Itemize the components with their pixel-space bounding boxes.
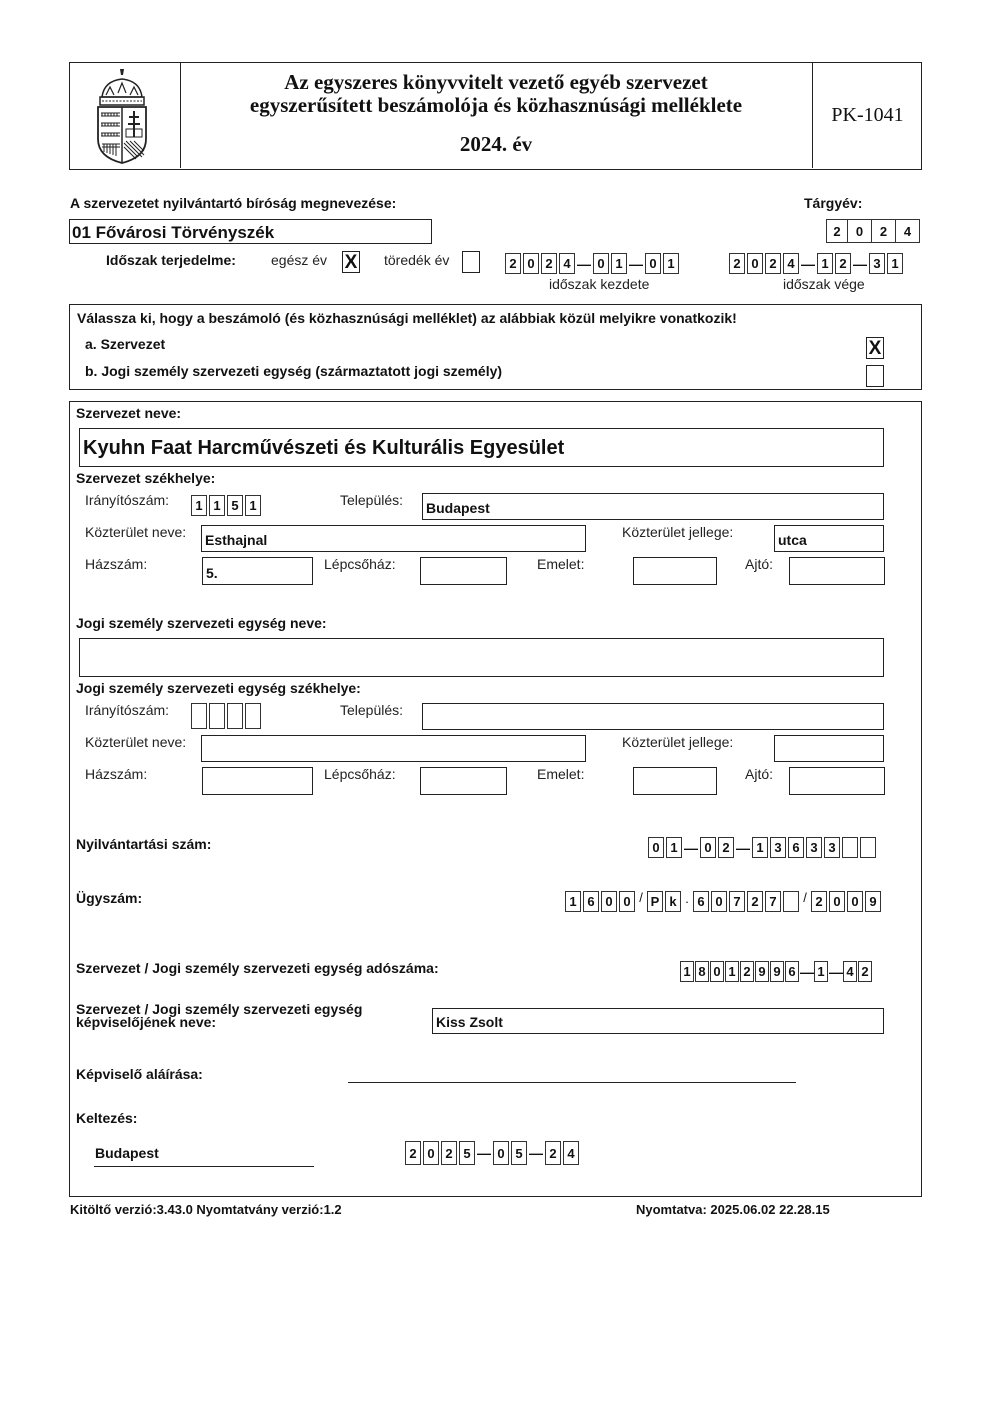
org-street-label: Közterület neve: (85, 524, 187, 540)
slash-separator: / (639, 890, 643, 905)
court-label: A szervezetet nyilvántartó bíróság megnevezése: (70, 195, 397, 211)
court-value: 01 Fővárosi Törvényszék (72, 223, 275, 242)
targyev-cells[interactable] (826, 219, 920, 243)
case-number-cells[interactable] (565, 891, 883, 912)
letter-cell[interactable]: P (647, 891, 663, 912)
unit-street-label: Közterület neve: (85, 734, 187, 750)
digit-cell[interactable] (227, 703, 243, 729)
digit-cell[interactable]: 0 (523, 253, 539, 274)
digit-cell[interactable]: 4 (843, 961, 857, 982)
unit-street-type-label: Közterület jellege: (622, 734, 734, 750)
org-name-label: Szervezet neve: (76, 405, 182, 421)
org-city-label: Település: (340, 492, 404, 508)
whole-year-label: egész év (271, 252, 328, 268)
whole-year-checkbox[interactable]: X (342, 251, 360, 273)
digit-cell[interactable]: 2 (441, 1141, 457, 1165)
digit-cell[interactable]: 1 (887, 253, 903, 274)
digit-cell[interactable]: 2 (811, 891, 827, 912)
digit-cell[interactable]: 0 (423, 1141, 439, 1165)
date-separator: — (577, 255, 591, 272)
digit-cell[interactable] (209, 703, 225, 729)
digit-cell[interactable] (842, 837, 858, 858)
digit-cell[interactable]: 9 (865, 891, 881, 912)
digit-cell[interactable]: 2 (740, 961, 754, 982)
digit-cell[interactable]: 2 (718, 837, 734, 858)
digit-cell[interactable]: 7 (729, 891, 745, 912)
dating-date-cells[interactable] (405, 1141, 581, 1165)
emblem-cell (70, 63, 181, 168)
digit-cell[interactable]: 1 (245, 495, 261, 516)
period-end-caption: időszak vége (783, 276, 865, 292)
date-separator: — (477, 1145, 491, 1161)
digit-cell[interactable]: 3 (770, 837, 786, 858)
digit-cell[interactable]: 2 (729, 253, 745, 274)
unit-house-label: Házszám: (85, 766, 148, 782)
separator: — (684, 839, 698, 856)
unit-name-label: Jogi személy szervezeti egység neve: (76, 615, 327, 631)
digit-cell[interactable]: 1 (725, 961, 739, 982)
digit-cell[interactable]: 9 (755, 961, 769, 982)
digit-cell[interactable]: 0 (829, 891, 845, 912)
period-start-date[interactable] (505, 253, 681, 274)
digit-cell[interactable]: 5 (459, 1141, 475, 1165)
period-label: Időszak terjedelme: (106, 252, 236, 268)
date-separator: — (853, 255, 867, 272)
org-stair-field[interactable] (420, 557, 507, 585)
digit-cell[interactable]: 1 (814, 961, 828, 982)
digit-cell[interactable]: 0 (601, 891, 617, 912)
date-separator: — (801, 255, 815, 272)
targyev-label: Tárgyév: (804, 195, 863, 211)
digit-cell[interactable]: 2 (541, 253, 557, 274)
org-door-field[interactable] (789, 557, 885, 585)
org-street-field[interactable] (201, 525, 586, 552)
digit-cell[interactable]: 4 (563, 1141, 579, 1165)
digit-cell[interactable]: 2 (835, 253, 851, 274)
form-title-line1: Az egyszeres könyvvitelt vezető egyéb szervezet (284, 70, 708, 94)
signature-label: Képviselő aláírása: (76, 1066, 203, 1082)
digit-cell[interactable]: 2 (405, 1141, 421, 1165)
org-street-type-value: utca (778, 532, 807, 548)
scope-option-a-checkbox[interactable]: X (866, 337, 884, 359)
org-house-label: Házszám: (85, 556, 148, 572)
footer-version: Kitöltő verzió:3.43.0 Nyomtatvány verzió:1.2 (70, 1202, 342, 1217)
hungarian-coat-of-arms-icon (92, 67, 152, 165)
unit-name-field[interactable] (79, 638, 884, 677)
digit-cell[interactable]: 6 (583, 891, 599, 912)
digit-cell[interactable]: 2 (545, 1141, 561, 1165)
dot-separator: · (684, 894, 690, 909)
scope-option-b-checkbox[interactable] (866, 365, 884, 387)
org-floor-field[interactable] (633, 557, 717, 585)
digit-cell[interactable]: 1 (666, 837, 682, 858)
form-code: PK-1041 (831, 104, 904, 126)
tax-number-cells[interactable] (680, 961, 873, 982)
digit-cell[interactable]: 2 (747, 891, 763, 912)
date-separator: — (529, 1145, 543, 1161)
slash-separator: / (803, 890, 807, 905)
digit-cell[interactable]: 1 (191, 495, 207, 516)
unit-door-label: Ajtó: (745, 766, 774, 782)
digit-cell[interactable]: 2 (858, 961, 872, 982)
digit-cell[interactable]: 4 (896, 219, 920, 243)
digit-cell[interactable]: 0 (711, 891, 727, 912)
partial-year-checkbox[interactable] (462, 251, 480, 273)
org-street-type-label: Közterület jellege: (622, 524, 734, 540)
unit-stair-field[interactable] (420, 767, 507, 795)
digit-cell[interactable] (860, 837, 876, 858)
separator: — (829, 963, 843, 980)
scope-section (69, 304, 922, 390)
digit-cell[interactable]: 1 (209, 495, 225, 516)
court-field[interactable] (69, 219, 432, 244)
footer-printed: Nyomtatva: 2025.06.02 22.28.15 (636, 1202, 830, 1217)
org-zip-label: Irányítószám: (85, 492, 170, 508)
digit-cell[interactable]: 0 (847, 891, 863, 912)
digit-cell[interactable]: 7 (765, 891, 781, 912)
unit-city-label: Település: (340, 702, 404, 718)
digit-cell[interactable]: 1 (565, 891, 581, 912)
letter-cell[interactable]: k (665, 891, 681, 912)
scope-question: Válassza ki, hogy a beszámoló (és közhasznúsági melléklet) az alábbiak közül melyikre vonatkozik! (77, 310, 737, 326)
org-name-field[interactable] (79, 428, 884, 467)
digit-cell[interactable]: 1 (680, 961, 694, 982)
digit-cell[interactable] (191, 703, 207, 729)
org-city-field[interactable] (422, 493, 884, 520)
form-year: 2024. év (459, 132, 533, 156)
digit-cell[interactable]: 0 (645, 253, 661, 274)
period-end-date[interactable] (729, 253, 905, 274)
digit-cell[interactable]: 8 (695, 961, 709, 982)
digit-cell[interactable]: 1 (663, 253, 679, 274)
digit-cell[interactable]: 4 (783, 253, 799, 274)
digit-cell[interactable]: 2 (765, 253, 781, 274)
unit-house-field[interactable] (202, 767, 313, 795)
representative-label-line1: Szervezet / Jogi személy szervezeti egység (76, 1001, 363, 1017)
digit-cell[interactable]: 4 (559, 253, 575, 274)
org-name-value: Kyuhn Faat Harcművészeti és Kulturális Egyesület (83, 437, 565, 459)
tax-number-label: Szervezet / Jogi személy szervezeti egység adószáma: (76, 960, 439, 976)
registration-cells[interactable] (648, 837, 878, 858)
unit-street-field[interactable] (201, 735, 586, 762)
digit-cell[interactable]: 0 (747, 253, 763, 274)
date-separator: — (629, 255, 643, 272)
digit-cell[interactable]: 5 (227, 495, 243, 516)
dating-place-field[interactable] (94, 1144, 314, 1167)
period-start-caption: időszak kezdete (549, 276, 650, 292)
representative-name-value: Kiss Zsolt (436, 1014, 503, 1030)
org-stair-label: Lépcsőház: (324, 556, 396, 572)
digit-cell[interactable]: 1 (752, 837, 768, 858)
digit-cell[interactable]: 2 (505, 253, 521, 274)
digit-cell[interactable]: 0 (700, 837, 716, 858)
unit-door-field[interactable] (789, 767, 885, 795)
scope-option-b-label: b. Jogi személy szervezeti egység (származtatott jogi személy) (85, 363, 503, 379)
unit-seat-label: Jogi személy szervezeti egység székhelye: (76, 680, 361, 696)
digit-cell[interactable]: 0 (619, 891, 635, 912)
digit-cell[interactable]: 0 (848, 219, 872, 243)
org-street-value: Esthajnal (205, 532, 268, 548)
digit-cell[interactable]: 2 (872, 219, 896, 243)
form-header (69, 62, 922, 170)
scope-option-a-label: a. Szervezet (85, 336, 166, 352)
partial-year-label: töredék év (384, 252, 450, 268)
org-house-value: 5. (206, 565, 218, 581)
representative-label-line2: képviselőjének neve: (76, 1014, 217, 1030)
separator: — (800, 963, 814, 980)
digit-cell[interactable]: 0 (710, 961, 724, 982)
digit-cell[interactable]: 2 (826, 219, 848, 243)
digit-cell[interactable]: 0 (648, 837, 664, 858)
digit-cell[interactable]: 1 (611, 253, 627, 274)
org-floor-label: Emelet: (537, 556, 585, 572)
unit-zip-cells[interactable] (191, 703, 263, 729)
org-city-value: Budapest (426, 500, 490, 516)
unit-street-type-field[interactable] (774, 735, 884, 762)
form-title-line2: egyszerűsített beszámolója és közhasznúsági melléklete (249, 93, 743, 117)
digit-cell[interactable]: 6 (788, 837, 804, 858)
org-zip-cells[interactable] (191, 495, 263, 516)
digit-cell[interactable]: 6 (693, 891, 709, 912)
registration-label: Nyilvántartási szám: (76, 836, 212, 852)
unit-city-field[interactable] (422, 703, 884, 730)
digit-cell[interactable]: 3 (869, 253, 885, 274)
digit-cell[interactable]: 3 (824, 837, 840, 858)
unit-floor-field[interactable] (633, 767, 717, 795)
org-street-type-field[interactable] (774, 525, 884, 552)
digit-cell[interactable]: 0 (593, 253, 609, 274)
digit-cell[interactable] (783, 891, 799, 912)
digit-cell[interactable]: 6 (785, 961, 799, 982)
digit-cell[interactable]: 1 (817, 253, 833, 274)
digit-cell[interactable]: 3 (806, 837, 822, 858)
org-seat-label: Szervezet székhelye: (76, 470, 216, 486)
unit-floor-label: Emelet: (537, 766, 585, 782)
form-code-cell (812, 63, 922, 168)
signature-line[interactable] (348, 1082, 796, 1083)
org-house-field[interactable] (202, 557, 313, 585)
unit-stair-label: Lépcsőház: (324, 766, 396, 782)
digit-cell[interactable] (245, 703, 261, 729)
org-door-label: Ajtó: (745, 556, 774, 572)
unit-zip-label: Irányítószám: (85, 702, 170, 718)
representative-label (76, 1003, 362, 1029)
digit-cell[interactable]: 9 (770, 961, 784, 982)
digit-cell[interactable]: 5 (511, 1141, 527, 1165)
dating-place-value: Budapest (95, 1145, 159, 1161)
dating-label: Keltezés: (76, 1110, 138, 1126)
separator: — (736, 839, 750, 856)
representative-name-field[interactable] (432, 1008, 884, 1034)
form-title (180, 71, 812, 156)
digit-cell[interactable]: 0 (493, 1141, 509, 1165)
case-number-label: Ügyszám: (76, 890, 143, 906)
